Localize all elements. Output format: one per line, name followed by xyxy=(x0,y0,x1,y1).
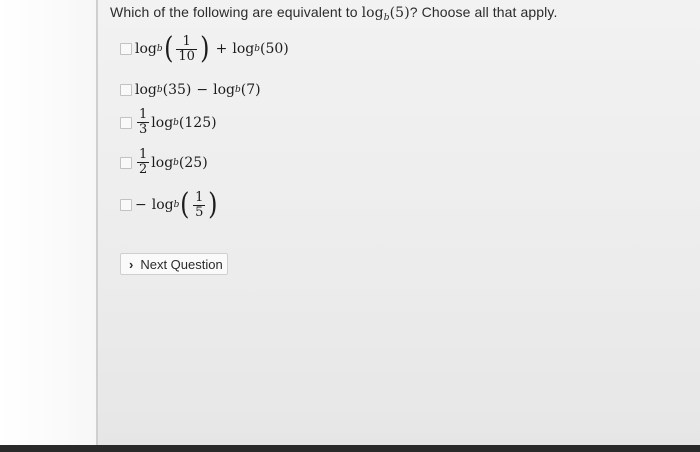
opt2-arg: (35) xyxy=(162,82,192,98)
option-2-checkbox[interactable] xyxy=(120,84,132,96)
option-1-expression xyxy=(135,31,289,66)
opt3-log: log xyxy=(151,114,174,131)
chevron-right-icon: › xyxy=(129,256,134,272)
opt1-base: b xyxy=(156,44,163,54)
opt1-left-paren: ( xyxy=(163,31,174,66)
opt1-fraction xyxy=(176,35,197,64)
opt4-denominator: 2 xyxy=(139,162,148,177)
opt2-operator: − xyxy=(196,82,209,98)
opt2-base2: b xyxy=(235,85,241,95)
opt1-log: log xyxy=(135,41,157,57)
opt4-arg: (25) xyxy=(178,154,208,171)
bottom-bezel xyxy=(0,445,700,452)
opt4-numerator: 1 xyxy=(139,147,148,162)
opt5-left-paren: ( xyxy=(180,187,190,222)
next-question-button[interactable] xyxy=(120,253,228,275)
answer-option-4[interactable] xyxy=(120,148,208,177)
option-5-checkbox[interactable] xyxy=(120,199,132,211)
opt5-log: log xyxy=(151,197,174,213)
opt5-negative: − xyxy=(135,197,147,213)
question-base: b xyxy=(383,13,390,23)
option-5-expression xyxy=(135,187,219,222)
opt1-denominator: 10 xyxy=(178,48,195,64)
option-3-checkbox[interactable] xyxy=(120,117,132,129)
option-2-expression xyxy=(135,82,261,98)
opt1-numerator: 1 xyxy=(182,33,191,49)
option-3-expression xyxy=(135,108,217,137)
opt1-base2: b xyxy=(254,44,260,54)
option-4-checkbox[interactable] xyxy=(120,157,132,169)
opt3-numerator: 1 xyxy=(139,107,148,122)
opt5-numerator: 1 xyxy=(195,189,204,205)
answer-option-3[interactable] xyxy=(120,108,217,137)
opt1-operator: + xyxy=(215,41,228,57)
question-text xyxy=(110,4,557,23)
opt3-denominator: 3 xyxy=(139,122,148,137)
next-question-label: Next Question xyxy=(140,256,223,272)
answer-option-2[interactable] xyxy=(120,82,261,98)
opt3-fraction xyxy=(137,108,149,137)
opt2-base: b xyxy=(156,85,163,95)
question-log: log xyxy=(361,5,384,21)
opt5-right-paren: ) xyxy=(208,187,218,222)
opt3-arg: (125) xyxy=(178,114,217,131)
question-prefix: Which of the following are equivalent to xyxy=(110,4,362,20)
option-4-expression xyxy=(135,148,208,177)
opt5-base: b xyxy=(173,200,180,210)
question-arg: (5) xyxy=(389,5,410,21)
opt1-log2: log xyxy=(232,41,255,57)
answer-option-1[interactable] xyxy=(120,31,289,66)
opt1-arg2: (50) xyxy=(260,41,289,57)
question-math xyxy=(362,5,410,21)
opt5-fraction xyxy=(193,191,205,220)
opt2-arg2: (7) xyxy=(240,82,261,98)
left-margin xyxy=(0,0,96,445)
question-suffix: ? Choose all that apply. xyxy=(409,4,558,20)
opt3-base: b xyxy=(173,117,179,128)
opt4-log: log xyxy=(151,154,174,171)
opt1-right-paren: ) xyxy=(200,31,210,66)
opt5-denominator: 5 xyxy=(195,204,204,220)
opt2-log2: log xyxy=(213,82,235,98)
question-panel xyxy=(98,0,700,445)
option-1-checkbox[interactable] xyxy=(120,43,132,55)
opt2-log: log xyxy=(135,82,157,98)
answer-option-5[interactable] xyxy=(120,187,219,222)
opt4-fraction xyxy=(137,148,149,177)
opt4-base: b xyxy=(173,157,179,168)
